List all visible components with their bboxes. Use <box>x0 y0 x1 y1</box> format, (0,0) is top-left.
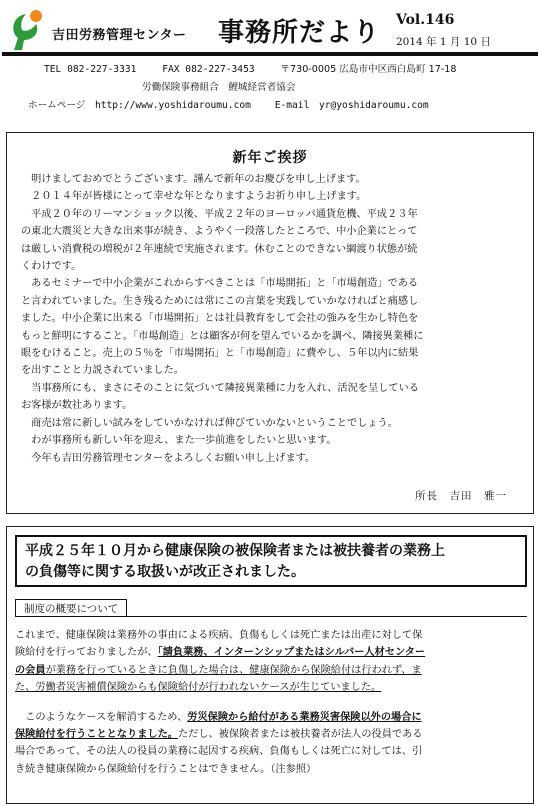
greeting-line: 明けましておめでとうございます。謹んで新年のお慶びを申し上げます。 <box>21 174 366 185</box>
emphasis-run: の会員 <box>15 664 46 676</box>
headline-line-1: 平成２５年１０月から健康保険の被保険者または被扶養者の業務上 <box>25 543 445 559</box>
paragraph-line <box>15 709 529 726</box>
fax-number: FAX 082-227-3453 <box>162 64 255 75</box>
volume-number: Vol.146 <box>396 12 455 28</box>
paragraph-gap <box>15 697 529 709</box>
greeting-line: 平成２０年のリーマンショック以後、平成２２年のヨーロッパ通貨危機、平成２３年 <box>21 208 418 220</box>
article-headline <box>25 541 445 583</box>
greeting-line: くわけです。 <box>21 261 82 273</box>
text-run: ただし、被保険者または被扶養者が法人の役員である <box>178 729 423 741</box>
person-logo-icon <box>6 8 46 52</box>
greeting-line: と言われていました。生き残るためには常にこの言葉を実践していかなければと痛感し <box>21 295 419 307</box>
header-divider <box>2 52 538 56</box>
greeting-line: わが事務所も新しい年を迎え、また一歩前進をしたいと思います。 <box>21 435 337 447</box>
article-body <box>15 627 529 778</box>
homepage-link[interactable]: ホームページ http://www.yoshidaroumu.com <box>28 100 251 111</box>
headline-box <box>15 535 527 587</box>
greeting-line: 今年も吉田労務管理センターをよろしくお願い申し上げます。 <box>21 452 316 464</box>
emphasis-run: 労災保険から給付がある業務災害保険以外の場合に <box>187 711 422 723</box>
associations: 労働保険事務組合 鯉城経営者協会 <box>142 82 296 93</box>
email-link[interactable]: E-mail yr@yoshidaroumu.com <box>274 100 429 111</box>
emphasis-run: 「請負業務、インターンシップまたはシルバー人材センター <box>157 647 426 659</box>
underline-run: が業務を行っているときに負傷した場合は、健康保険から保険給付は行われず、ま <box>45 664 422 676</box>
greeting-line: ２０１４年が皆様にとって幸せな年となりますようお祈り申し上げます。 <box>21 191 367 203</box>
org-name: 吉田労務管理センター <box>52 28 187 43</box>
issue-date: 2014 年 1 月 10 日 <box>396 36 491 48</box>
greeting-line: 眼をむけること。売上の５％を「市場開拓」と「市場創造」に費やし、５年以内に結果 <box>21 348 419 360</box>
section-divider <box>15 616 527 617</box>
greeting-line: ました。中小企業に出来る「市場開拓」とは社員教育をして会社の強みを生かし特色を <box>21 313 419 325</box>
newsletter-title: 事務所だより <box>218 18 381 48</box>
paragraph-line <box>15 662 529 679</box>
greeting-line: お客様が数社あります。 <box>21 400 133 412</box>
signature: 所長 吉田 雅一 <box>415 490 507 502</box>
paragraph-line: 場合であって、その法人の役員の業務に起因する疾病、負傷もしくは死亡に対しては、引 <box>15 746 423 758</box>
paragraph-line <box>15 644 529 661</box>
greeting-body <box>21 171 521 467</box>
section-label: 制度の概要について <box>15 599 127 617</box>
text-run: このようなケースを解消するため、 <box>15 711 188 723</box>
text-run: 険給付を行っておりましたが、 <box>15 647 158 659</box>
headline-line-2: の負傷等に関する取扱いが改正されました。 <box>25 564 305 580</box>
web-contact-row <box>28 97 447 111</box>
paragraph-line <box>15 679 529 696</box>
tel-number: TEL 082-227-3331 <box>44 64 137 75</box>
greeting-line: を出すことと力説されていました。 <box>21 365 184 377</box>
newsletter-header <box>0 0 540 120</box>
greeting-line: 当事務所にも、まさにそのことに気づいて隣接異業種に力を入れ、活況を呈している <box>21 382 419 394</box>
health-insurance-article <box>6 526 534 804</box>
greeting-line: は厳しい消費税の増税が２年連続で実施されます。休むことのできない綱渡り状態が続 <box>21 243 418 255</box>
greeting-line: あるセミナーで中小企業がこれからすべきことは「市場開拓」と「市場創造」である <box>21 278 419 290</box>
greeting-title: 新年ご挨拶 <box>232 150 308 166</box>
greeting-line: の東北大震災と大きな出来事が続き、ようやく一段落したところで、中小企業にとって <box>21 226 418 238</box>
paragraph-line <box>15 726 529 743</box>
greeting-line: もっと鮮明にすること。「市場創造」とは顧客が何を望んでいるかを調べ、隣接異業種に <box>21 330 424 342</box>
greeting-line: 商売は常に新しい試みをしていかなければ伸びていかないということでしょう。 <box>21 417 398 429</box>
paragraph-line: これまで、健康保険は業務外の事由による疾病、負傷もしくは死亡または出産に対して保 <box>15 630 423 641</box>
contact-row <box>44 61 477 75</box>
paragraph-line: き続き健康保険から保険給付を行うことはできません。（注参照） <box>15 763 317 775</box>
underline-run: た、労働者災害補償保険からも保険給付が行われないケースが生じていました。 <box>15 682 382 694</box>
new-year-greeting-box <box>6 132 534 514</box>
emphasis-run: 保険給付を行うこととなりました。 <box>15 729 178 741</box>
postal-address: 〒730-0005 広島市中区西白島町 17-18 <box>280 64 457 75</box>
